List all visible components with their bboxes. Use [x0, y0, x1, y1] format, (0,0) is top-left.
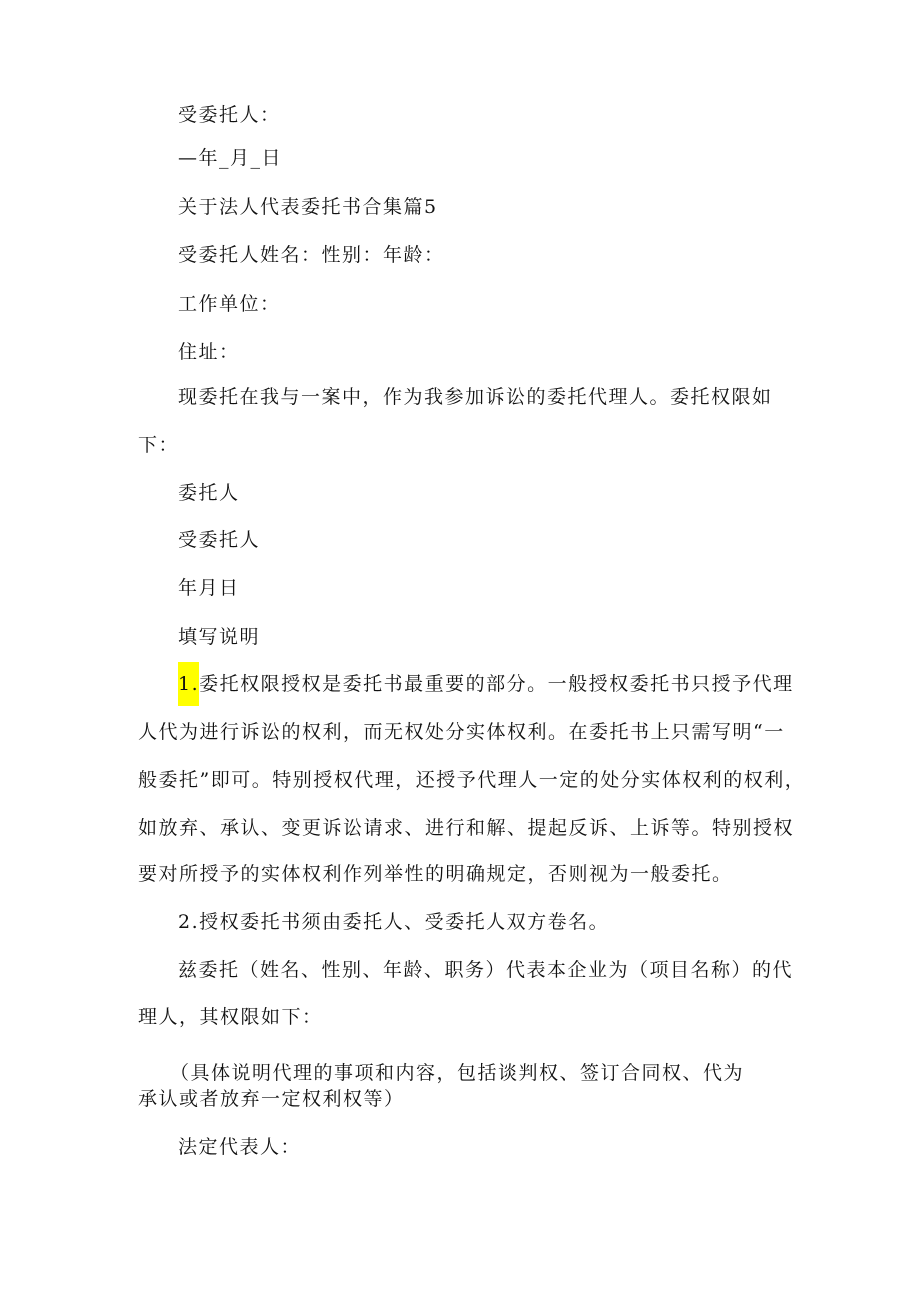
authorization-line-2: 理人，其权限如下：	[138, 1006, 323, 1028]
trustee-label: 受委托人：	[178, 104, 281, 126]
instructions-heading: 填写说明	[178, 626, 261, 648]
principal-label: 委托人	[178, 482, 240, 504]
note-1-line-1	[178, 672, 794, 706]
entrust-paragraph-line-1: 现委托在我与一案中，作为我参加诉讼的委托代理人。委托权限如	[178, 386, 773, 408]
work-unit-line: 工作单位：	[178, 293, 281, 315]
legal-representative-label: 法定代表人：	[178, 1136, 302, 1158]
note-1-line-3: 般委托”即可。特别授权代理，还授予代理人一定的处分实体权利的权利，	[138, 769, 806, 791]
entrust-paragraph-line-2: 下：	[138, 434, 180, 456]
note-1-number-highlight: 1.	[178, 662, 199, 706]
trustee-name-line: 受委托人姓名：性别：年龄：	[178, 244, 445, 266]
section-title: 关于法人代表委托书合集篇5	[178, 196, 438, 218]
address-line: 住址：	[178, 341, 240, 363]
note-1-line-2: 人代为进行诉讼的权利，而无权处分实体权利。在委托书上只需写明“一	[138, 721, 785, 743]
note-1-first-line-text: 委托权限授权是委托书最重要的部分。一般授权委托书只授予代理	[199, 673, 794, 695]
detail-line-1: （具体说明代理的事项和内容，包括谈判权、签订合同权、代为	[170, 1062, 745, 1084]
trustee-signature-label: 受委托人	[178, 529, 261, 551]
note-1-line-4: 如放弃、承认、变更诉讼请求、进行和解、提起反诉、上诉等。特别授权	[138, 817, 795, 839]
note-1-line-5: 要对所授予的实体权利作列举性的明确规定，否则视为一般委托。	[138, 863, 733, 885]
date-label: 年月日	[178, 577, 240, 599]
authorization-line-1: 兹委托（姓名、性别、年龄、职务）代表本企业为（项目名称）的代	[178, 959, 794, 981]
date-blank-line: —年_月_日	[178, 147, 283, 169]
detail-line-2: 承认或者放弃一定权利权等）	[138, 1088, 405, 1110]
note-2: 2.授权委托书须由委托人、受委托人双方卷名。	[178, 911, 610, 933]
